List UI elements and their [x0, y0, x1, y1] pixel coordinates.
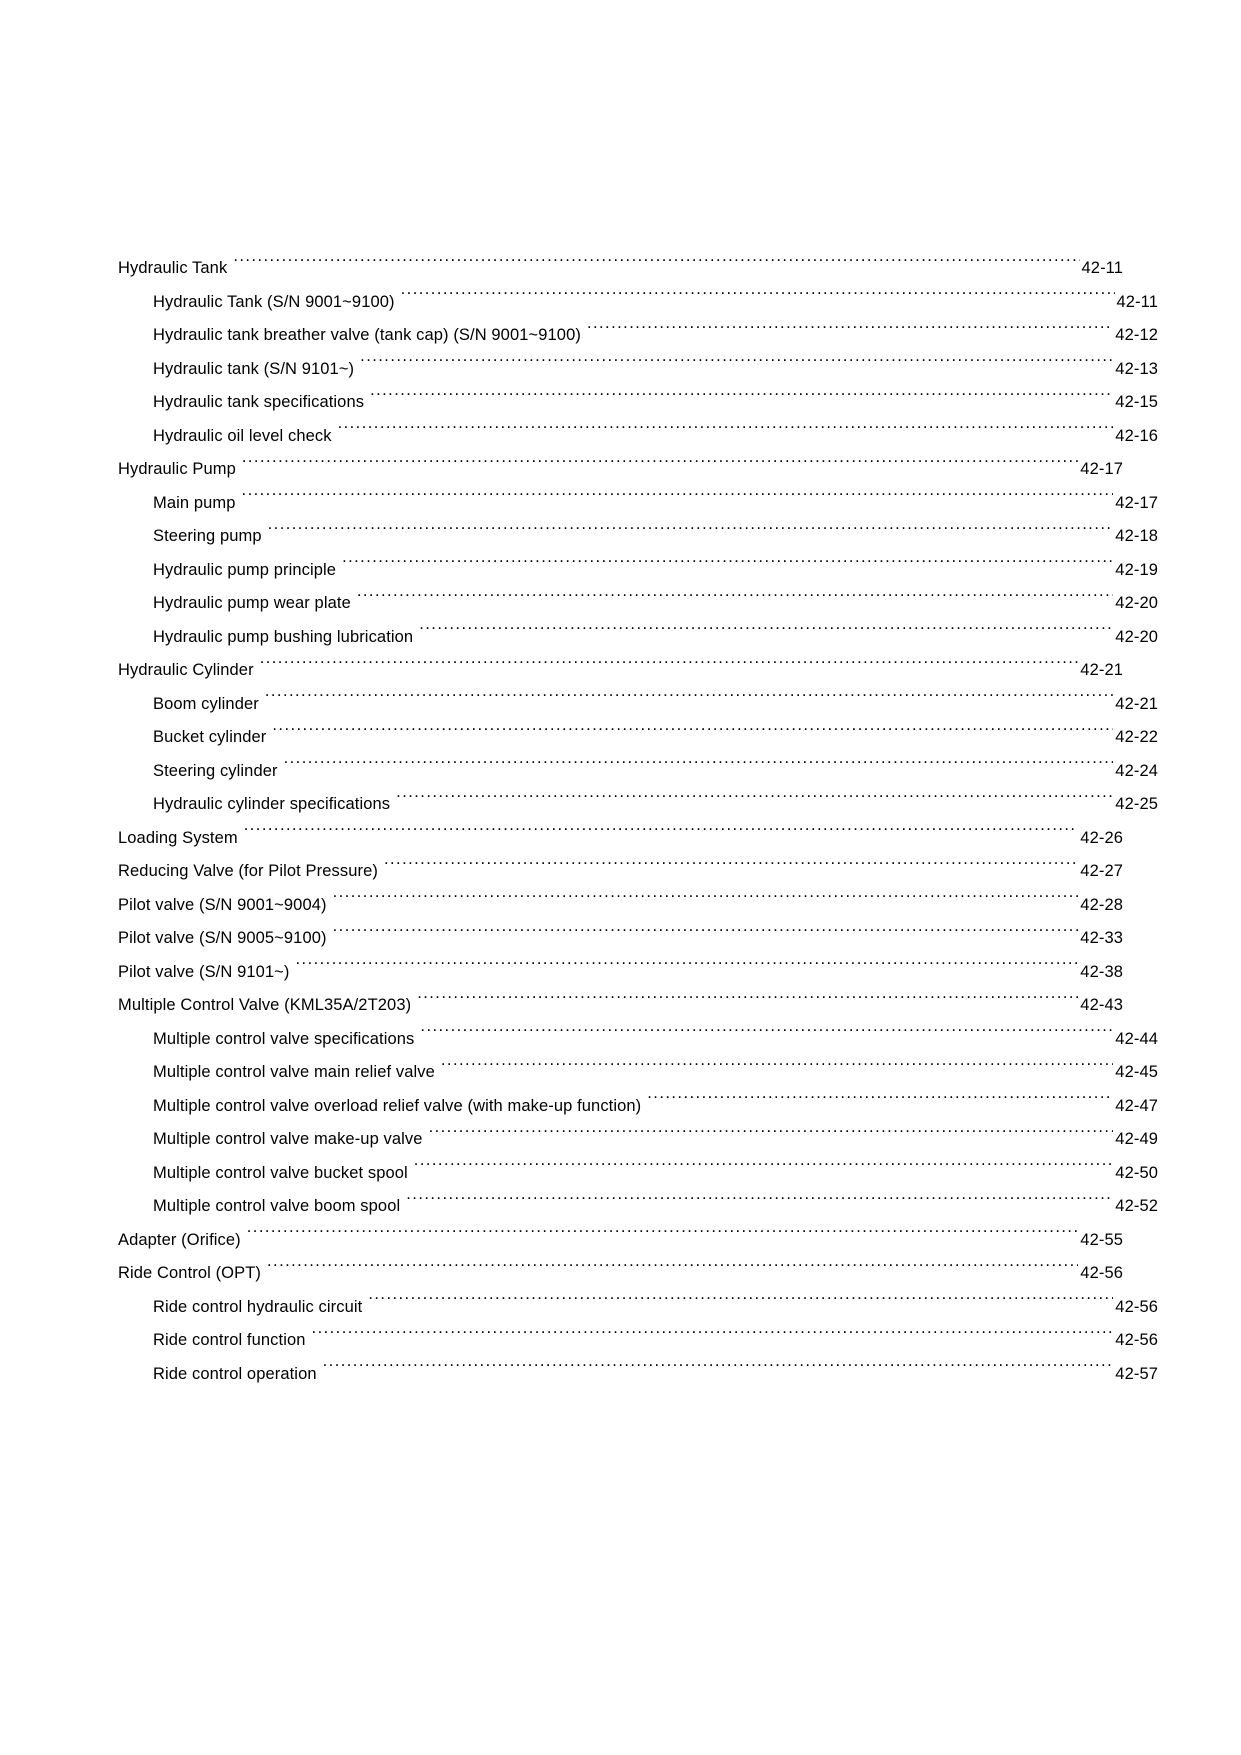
toc-entry[interactable]	[118, 621, 1158, 655]
toc-leader-dots	[268, 525, 1114, 542]
toc-entry[interactable]	[118, 1023, 1158, 1057]
toc-entry-title: Pilot valve (S/N 9005~9100)	[118, 929, 327, 947]
toc-leader-dots	[370, 391, 1113, 408]
toc-entry[interactable]	[118, 319, 1158, 353]
toc-entry[interactable]	[118, 989, 1123, 1023]
toc-entry[interactable]	[118, 286, 1158, 320]
toc-leader-dots	[342, 558, 1113, 575]
toc-entry-title: Hydraulic Tank (S/N 9001~9100)	[153, 292, 395, 311]
toc-leader-dots	[384, 860, 1078, 877]
toc-entry-title: Bucket cylinder	[153, 728, 267, 746]
toc-entry[interactable]	[118, 1324, 1158, 1358]
toc-entry-title: Hydraulic pump bushing lubrication	[153, 627, 414, 646]
toc-entry-title: Multiple control valve make-up valve	[153, 1130, 423, 1148]
toc-entry-title: Hydraulic pump wear plate	[153, 594, 351, 612]
toc-leader-dots	[396, 793, 1113, 810]
toc-entry-page-number: 42-17	[1115, 493, 1158, 512]
toc-entry-page-number: 42-27	[1080, 862, 1123, 880]
toc-leader-dots	[233, 257, 1079, 274]
toc-entry[interactable]	[118, 487, 1158, 521]
toc-entry[interactable]	[118, 453, 1123, 487]
toc-entry-page-number: 42-11	[1116, 292, 1158, 311]
toc-entry-title: Hydraulic tank breather valve (tank cap) (S/N 9001~9100)	[153, 326, 581, 344]
toc-leader-dots	[338, 424, 1114, 441]
toc-entry-page-number: 42-22	[1115, 728, 1158, 746]
toc-entry-page-number: 42-55	[1080, 1230, 1123, 1249]
toc-entry-title: Adapter (Orifice)	[118, 1230, 241, 1249]
toc-entry[interactable]	[118, 755, 1158, 789]
toc-entry[interactable]	[118, 721, 1158, 755]
toc-entry[interactable]	[118, 922, 1123, 956]
toc-entry-page-number: 42-56	[1115, 1297, 1158, 1316]
toc-entry[interactable]	[118, 822, 1123, 856]
toc-entry-page-number: 42-50	[1115, 1163, 1158, 1182]
toc-entry-title: Ride control hydraulic circuit	[153, 1297, 363, 1316]
toc-entry[interactable]	[118, 1291, 1158, 1325]
toc-entry-title: Steering pump	[153, 527, 262, 545]
toc-entry-page-number: 42-33	[1080, 929, 1123, 947]
toc-entry-title: Steering cylinder	[153, 761, 278, 780]
toc-entry-title: Boom cylinder	[153, 694, 259, 713]
toc-leader-dots	[267, 1262, 1078, 1279]
toc-entry-title: Ride control operation	[153, 1364, 317, 1383]
toc-leader-dots	[360, 357, 1113, 374]
toc-leader-dots	[272, 726, 1113, 743]
toc-leader-dots	[247, 1228, 1079, 1245]
toc-entry-page-number: 42-11	[1081, 259, 1123, 277]
toc-entry-title: Multiple control valve specifications	[153, 1029, 415, 1048]
toc-entry-title: Hydraulic oil level check	[153, 426, 332, 445]
toc-entry-page-number: 42-17	[1080, 460, 1123, 478]
toc-entry-page-number: 42-24	[1115, 761, 1158, 780]
toc-entry[interactable]	[118, 554, 1158, 588]
toc-entry[interactable]	[118, 1157, 1158, 1191]
toc-entry-title: Multiple control valve boom spool	[153, 1197, 401, 1215]
toc-leader-dots	[323, 1362, 1114, 1379]
toc-entry-title: Hydraulic Cylinder	[118, 661, 254, 679]
toc-entry[interactable]	[118, 252, 1123, 286]
toc-entry-title: Hydraulic tank specifications	[153, 393, 365, 411]
toc-entry[interactable]	[118, 1358, 1158, 1392]
toc-entry-title: Multiple control valve bucket spool	[153, 1163, 408, 1182]
toc-leader-dots	[647, 1094, 1113, 1111]
toc-entry[interactable]	[118, 353, 1158, 387]
toc-leader-dots	[312, 1329, 1114, 1346]
toc-entry[interactable]	[118, 1224, 1123, 1258]
toc-entry[interactable]	[118, 1090, 1158, 1124]
toc-entry-page-number: 42-28	[1080, 895, 1123, 914]
toc-entry-title: Multiple Control Valve (KML35A/2T203)	[118, 996, 412, 1014]
toc-entry[interactable]	[118, 1190, 1158, 1224]
toc-entry-title: Hydraulic Tank	[118, 259, 228, 277]
toc-entry-page-number: 42-15	[1115, 393, 1158, 411]
toc-leader-dots	[368, 1295, 1113, 1312]
toc-leader-dots	[242, 458, 1078, 475]
toc-entry-title: Pilot valve (S/N 9001~9004)	[118, 895, 327, 914]
toc-entry-page-number: 42-56	[1080, 1264, 1123, 1282]
toc-entry-page-number: 42-21	[1115, 694, 1158, 713]
toc-entry[interactable]	[118, 386, 1158, 420]
toc-entry[interactable]	[118, 889, 1123, 923]
toc-leader-dots	[587, 324, 1113, 341]
toc-leader-dots	[333, 893, 1079, 910]
toc-entry-title: Multiple control valve overload relief valve (with make-up function)	[153, 1096, 642, 1115]
toc-leader-dots	[244, 826, 1079, 843]
toc-entry[interactable]	[118, 420, 1158, 454]
toc-leader-dots	[414, 1161, 1114, 1178]
toc-entry[interactable]	[118, 1257, 1123, 1291]
toc-entry-page-number: 42-52	[1115, 1197, 1158, 1215]
toc-entry[interactable]	[118, 788, 1158, 822]
toc-leader-dots	[420, 1027, 1113, 1044]
toc-leader-dots	[401, 290, 1115, 307]
toc-entry-page-number: 42-57	[1115, 1364, 1158, 1383]
toc-leader-dots	[242, 491, 1114, 508]
toc-leader-dots	[296, 960, 1079, 977]
toc-entry-title: Multiple control valve main relief valve	[153, 1063, 435, 1081]
toc-entry-title: Reducing Valve (for Pilot Pressure)	[118, 862, 378, 880]
toc-entry-page-number: 42-25	[1115, 795, 1158, 813]
toc-leader-dots	[417, 994, 1078, 1011]
table-of-contents	[118, 252, 1158, 1391]
toc-entry-page-number: 42-16	[1115, 426, 1158, 445]
toc-leader-dots	[333, 927, 1079, 944]
toc-entry[interactable]	[118, 688, 1158, 722]
toc-entry-page-number: 42-38	[1080, 962, 1123, 981]
toc-leader-dots	[357, 592, 1113, 609]
toc-entry-page-number: 42-12	[1115, 326, 1158, 344]
toc-entry-title: Main pump	[153, 493, 236, 512]
toc-entry[interactable]	[118, 1123, 1158, 1157]
toc-entry-title: Pilot valve (S/N 9101~)	[118, 962, 290, 981]
toc-entry-page-number: 42-21	[1080, 661, 1123, 679]
toc-leader-dots	[406, 1195, 1113, 1212]
toc-entry-title: Hydraulic cylinder specifications	[153, 795, 391, 813]
toc-entry-page-number: 42-47	[1115, 1096, 1158, 1115]
toc-entry-page-number: 42-19	[1115, 560, 1158, 579]
toc-entry-page-number: 42-20	[1115, 627, 1158, 646]
toc-entry-page-number: 42-56	[1115, 1331, 1158, 1349]
toc-leader-dots	[284, 759, 1114, 776]
toc-entry-title: Loading System	[118, 828, 238, 847]
toc-entry-page-number: 42-45	[1115, 1063, 1158, 1081]
toc-entry-title: Hydraulic Pump	[118, 460, 236, 478]
toc-entry-page-number: 42-13	[1115, 359, 1158, 378]
toc-entry-title: Hydraulic tank (S/N 9101~)	[153, 359, 355, 378]
toc-entry-page-number: 42-26	[1080, 828, 1123, 847]
toc-entry[interactable]	[118, 956, 1123, 990]
toc-entry[interactable]	[118, 587, 1158, 621]
toc-entry-page-number: 42-49	[1115, 1130, 1158, 1148]
toc-entry[interactable]	[118, 1056, 1158, 1090]
toc-entry-page-number: 42-18	[1115, 527, 1158, 545]
toc-entry-title: Ride Control (OPT)	[118, 1264, 262, 1282]
toc-leader-dots	[265, 692, 1113, 709]
toc-entry[interactable]	[118, 654, 1123, 688]
toc-entry-page-number: 42-20	[1115, 594, 1158, 612]
toc-leader-dots	[419, 625, 1113, 642]
toc-entry-title: Ride control function	[153, 1331, 306, 1349]
toc-entry-page-number: 42-44	[1115, 1029, 1158, 1048]
toc-entry[interactable]	[118, 855, 1123, 889]
toc-leader-dots	[441, 1061, 1113, 1078]
toc-leader-dots	[260, 659, 1079, 676]
toc-entry-title: Hydraulic pump principle	[153, 560, 337, 579]
toc-leader-dots	[429, 1128, 1114, 1145]
toc-entry[interactable]	[118, 520, 1158, 554]
toc-entry-page-number: 42-43	[1080, 996, 1123, 1014]
